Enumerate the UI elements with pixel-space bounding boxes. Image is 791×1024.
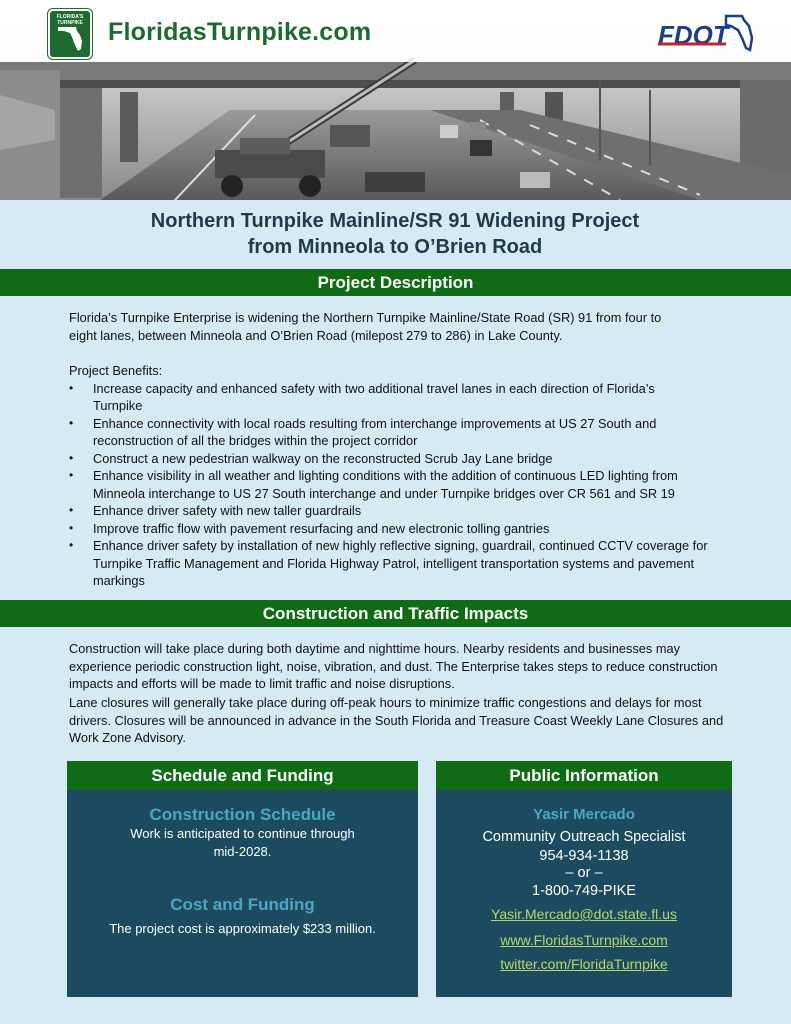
schedule-funding-box: [67, 761, 418, 997]
list-item: • Construct a new pedestrian walkway on the reconstructed Scrub Jay Lane bridge: [69, 450, 739, 468]
list-item: • Enhance driver safety with new taller guardrails: [69, 502, 739, 520]
contact-phone-alt: 1-800-749-PIKE: [532, 883, 636, 899]
benefits-label: Project Benefits:: [69, 363, 163, 378]
header-banner: [0, 0, 791, 200]
impacts-paragraph-2: Lane closures will generally take place during off-peak hours to minimize traffic congestions and delays for most drivers. Closures will be announced in advance in the South Florida and Treasure Coast Weekly Lane Closures and Work Zone Advisory.: [69, 695, 724, 745]
list-item: • Improve traffic flow with pavement resurfacing and new electronic tolling gantries: [69, 520, 739, 538]
title-line-1: Northern Turnpike Mainline/SR 91 Widening Project: [150, 210, 640, 232]
logo-badge-text: FLORIDA'S TURNPIKE: [56, 14, 84, 26]
fdot-florida-icon: [656, 10, 756, 58]
public-information-box: [436, 761, 732, 997]
contact-role: Community Outreach Specialist: [482, 829, 686, 845]
list-item: • Enhance connectivity with local roads resulting from interchange improvements at US 27 South and reconstruction of all the bridges within the project corridor: [69, 415, 703, 450]
list-item: • Enhance driver safety by installation of new highly reflective signing, guardrail, continued CCTV coverage for Turnpike Traffic Management and Florida Highway Patrol, intelligent transportation systems and pavement markings: [69, 537, 738, 590]
schedule-line-1: Work is anticipated to continue through: [130, 826, 355, 841]
list-item: • Increase capacity and enhanced safety with two additional travel lanes in each direction of Florida’s Turnpike: [69, 380, 703, 415]
cost-funding-title: Cost and Funding: [170, 895, 315, 914]
construction-impacts-heading: Construction and Traffic Impacts: [0, 600, 791, 627]
public-information-heading: Public Information: [436, 761, 732, 790]
cost-text: The project cost is approximately $233 million.: [109, 921, 376, 936]
title-line-2: from Minneola to O’Brien Road: [247, 236, 543, 258]
turnpike-logo: [48, 9, 92, 59]
twitter-link[interactable]: twitter.com/FloridaTurnpike: [500, 956, 668, 972]
project-description-heading: Project Description: [0, 269, 791, 296]
contact-phone: 954-934-1138: [539, 848, 629, 864]
email-link[interactable]: Yasir.Mercado@dot.state.fl.us: [491, 906, 677, 922]
project-benefits: [69, 362, 739, 590]
construction-schedule-title: Construction Schedule: [149, 805, 336, 824]
impacts-paragraph-1: Construction will take place during both daytime and nighttime hours. Nearby residents and businesses may experience periodic construction light, noise, vibration, and dust. The Enterprise takes steps to reduce construction impacts and efforts will be made to limit traffic and noise disruptions.: [69, 641, 718, 691]
list-item: • Enhance visibility in all weather and lighting conditions with the addition of continuous LED lighting from Minneola interchange to US 27 South interchange and under Turnpike bridges over CR 561 and SR 19: [69, 467, 723, 502]
contact-or: – or –: [565, 865, 603, 881]
page-title: [35, 208, 755, 260]
florida-map-icon: [50, 11, 90, 57]
website-link[interactable]: www.FloridasTurnpike.com: [500, 932, 668, 948]
project-intro: [69, 309, 729, 344]
site-name: FloridasTurnpike.com: [108, 18, 372, 46]
schedule-funding-heading: Schedule and Funding: [67, 761, 418, 790]
intro-line-2: eight lanes, between Minneola and O’Brien Road (milepost 279 to 286) in Lake County.: [69, 327, 563, 343]
fdot-logo: FDOT: [658, 20, 729, 50]
intro-line-1: Florida’s Turnpike Enterprise is widening the Northern Turnpike Mainline/State Road (SR) 91 from four to: [69, 310, 662, 325]
schedule-line-2: mid-2028.: [213, 844, 272, 859]
contact-name: Yasir Mercado: [533, 806, 635, 823]
benefits-list: [69, 380, 739, 590]
